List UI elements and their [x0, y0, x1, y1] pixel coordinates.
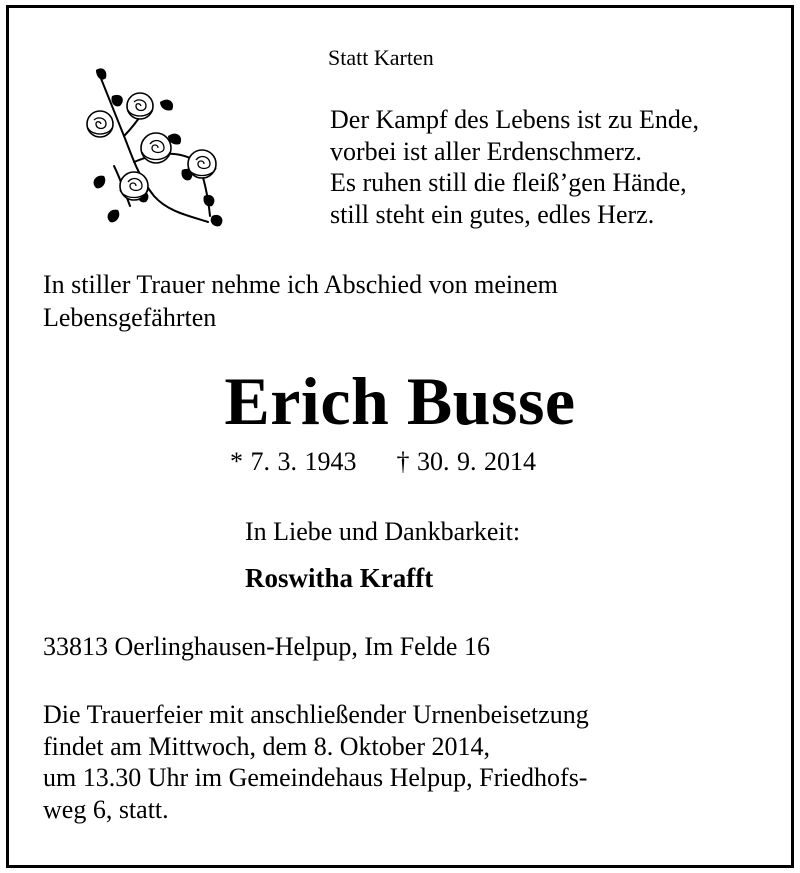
notice-line: findet am Mittwoch, dem 8. Oktober 2014, [43, 731, 490, 761]
deceased-name: Erich Busse [224, 363, 576, 439]
roses-icon [78, 66, 230, 228]
funeral-notice [43, 699, 589, 825]
birth-date: * 7. 3. 1943 [230, 447, 357, 476]
notice-line: weg 6, statt. [43, 794, 169, 824]
memorial-poem [330, 104, 699, 230]
poem-line: vorbei ist aller Erdenschmerz. [330, 136, 642, 166]
closing-phrase: In Liebe und Dankbarkeit: [245, 517, 521, 546]
signer-name: Roswitha Krafft [245, 563, 434, 593]
death-date: † 30. 9. 2014 [396, 447, 536, 476]
intro-line: In stiller Trauer nehme ich Abschied von meinem [43, 270, 558, 299]
intro-text [43, 268, 558, 334]
poem-line: still steht ein gutes, edles Herz. [330, 199, 655, 229]
poem-line: Der Kampf des Lebens ist zu Ende, [330, 105, 699, 134]
address: 33813 Oerlinghausen-Helpup, Im Felde 16 [43, 632, 490, 661]
statt-karten-label: Statt Karten [328, 45, 434, 70]
notice-line: um 13.30 Uhr im Gemeindehaus Helpup, Friedhofs- [43, 763, 588, 792]
life-dates [230, 449, 536, 475]
intro-line: Lebensgefährten [43, 303, 217, 332]
poem-line: Es ruhen still die fleiß’gen Hände, [330, 168, 687, 197]
notice-line: Die Trauerfeier mit anschließender Urnenbeisetzung [43, 700, 589, 729]
